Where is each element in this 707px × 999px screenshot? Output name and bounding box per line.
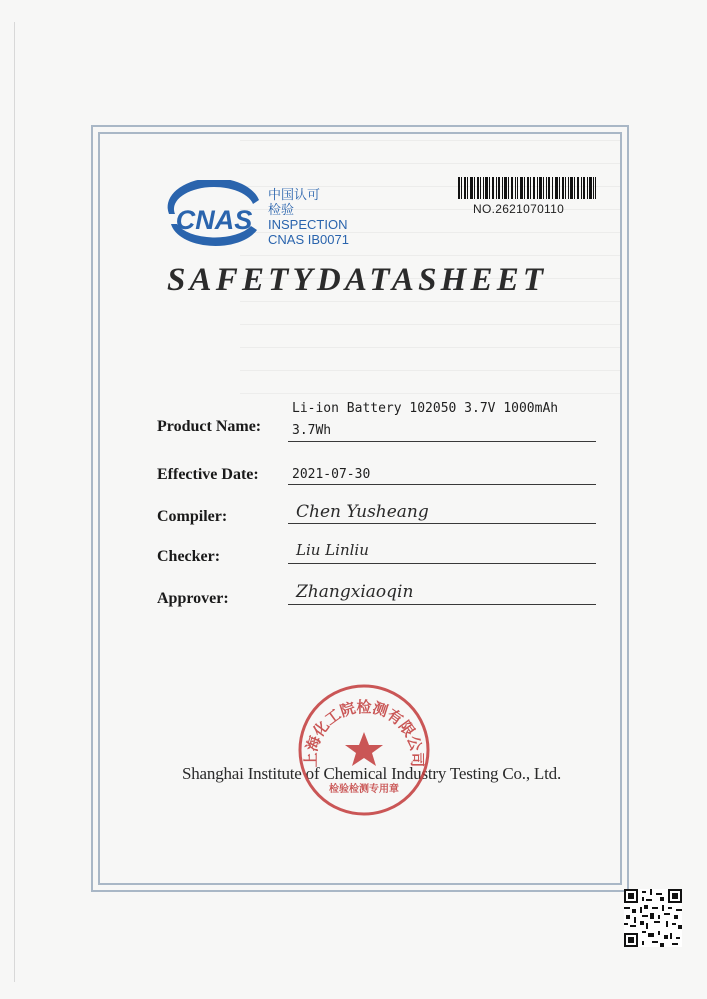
effective-date-underline [288, 484, 596, 485]
checker-underline [288, 563, 596, 564]
product-name-value-line2: 3.7Wh [292, 423, 332, 438]
qr-code [624, 889, 682, 947]
accreditation-text [268, 187, 349, 247]
accreditation-cn-line2: 检验 [268, 202, 295, 217]
product-name-value-line1: Li-ion Battery 102050 3.7V 1000mAh [292, 401, 559, 416]
seal-subtext: 检验检测专用章 [329, 784, 399, 795]
accreditation-cn-line1: 中国认可 [268, 187, 321, 202]
compiler-signature: Chen Yusheang [296, 502, 429, 522]
approver-underline [288, 604, 596, 605]
effective-date-label: Effective Date: [157, 466, 259, 483]
product-name-label: Product Name: [157, 418, 262, 435]
checker-label: Checker: [157, 548, 221, 565]
cnas-logo [163, 180, 265, 248]
report-number: NO.2621070110 [473, 202, 565, 216]
cnas-logo-text: CNAS [175, 205, 253, 235]
accreditation-en-line1: INSPECTION [268, 217, 348, 232]
accreditation-en-line2: CNAS IB0071 [268, 232, 349, 247]
barcode [458, 177, 596, 199]
compiler-label: Compiler: [157, 508, 228, 525]
approver-label: Approver: [157, 590, 229, 607]
company-name: Shanghai Institute of Chemical Industry Testing Co., Ltd. [182, 764, 561, 783]
product-name-underline [288, 441, 596, 442]
checker-signature: Liu Linliu [296, 541, 369, 559]
effective-date-value: 2021-07-30 [292, 467, 371, 482]
seal-star-icon [345, 732, 383, 766]
seal-arc-text: 上海化工院检测有限公司 [301, 698, 427, 768]
compiler-underline [288, 523, 596, 524]
company-seal [296, 682, 432, 818]
document-title: SAFETYDATASHEET [167, 262, 548, 298]
page-edge [14, 22, 15, 982]
approver-signature: Zhangxiaoqin [296, 582, 414, 602]
